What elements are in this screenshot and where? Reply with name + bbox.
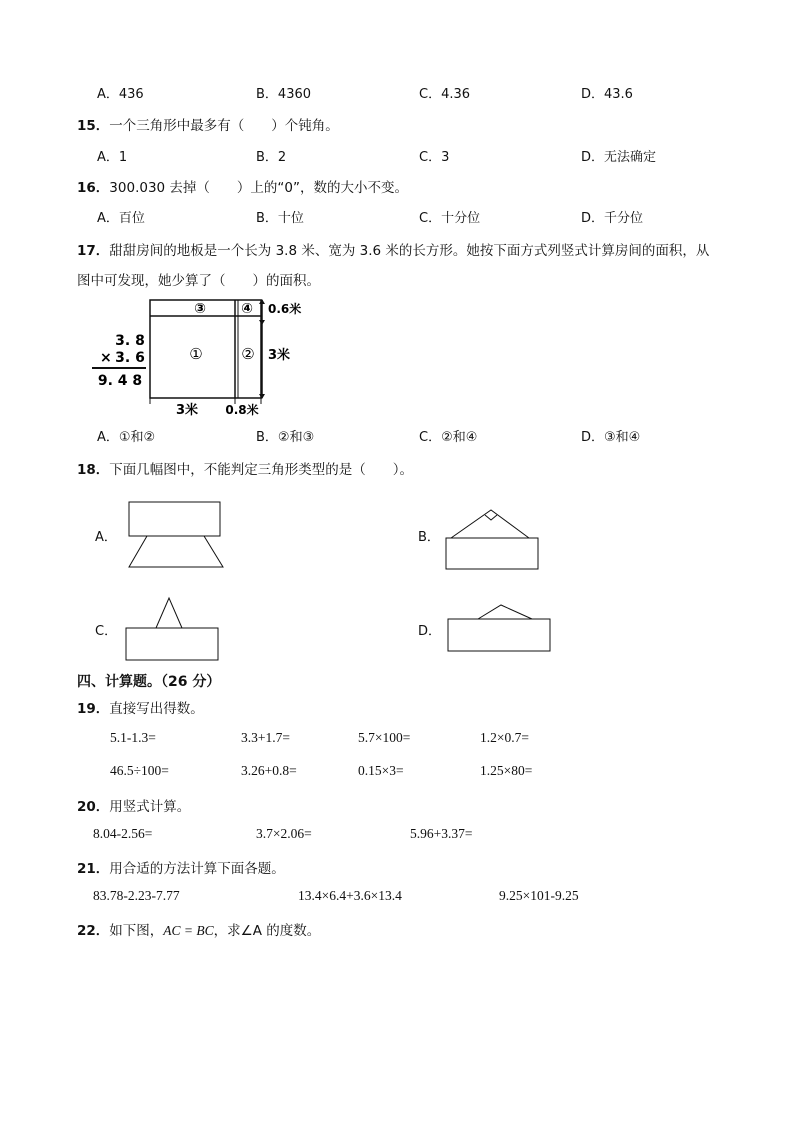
question-number: 17． <box>77 243 110 259</box>
math-expression: AC = BC <box>163 923 214 938</box>
q17-option-c: C．②和④ <box>419 430 478 445</box>
cover-rect <box>448 619 550 651</box>
triangle-top <box>156 598 182 628</box>
question-number: 22． <box>77 923 110 939</box>
mult-result: 9. 4 8 <box>97 373 143 389</box>
calc-item: 83.78-2.23-7.77 <box>93 888 180 903</box>
region-4: ④ <box>241 301 253 317</box>
q14-option-c: C．4.36 <box>419 87 471 102</box>
question-21 <box>77 857 285 877</box>
region-2: ② <box>241 345 255 363</box>
calc-item: 0.15×3= <box>358 763 404 778</box>
cover-rect <box>126 628 218 660</box>
label-bottom-right: 0.8米 <box>225 403 259 417</box>
q16-option-a: A．百位 <box>97 211 145 226</box>
q14-option-a: A．436 <box>97 87 144 102</box>
triangle-trapezoid <box>129 536 223 567</box>
question-number: 18． <box>77 462 110 478</box>
calc-item: 8.04-2.56= <box>93 826 153 841</box>
q17-option-d: D．③和④ <box>581 430 641 445</box>
question-text: 300.030 去掉（ ）上的“0”，数的大小不变。 <box>109 180 408 196</box>
q16-option-b: B．十位 <box>256 211 304 226</box>
q14-option-d: D．43.6 <box>581 87 633 102</box>
section-title: 四、计算题。（26 分） <box>77 674 221 690</box>
figure-a <box>120 500 230 572</box>
triangle-top <box>451 510 529 538</box>
mult-mid: 3. 6 <box>115 350 145 366</box>
question-17 <box>77 239 709 259</box>
region-1: ① <box>189 345 203 363</box>
question-number: 16． <box>77 180 110 196</box>
calc-item: 5.96+3.37= <box>410 826 473 841</box>
calc-item: 3.26+0.8= <box>241 763 297 778</box>
q15-option-b: B．2 <box>256 150 287 165</box>
figure-c <box>120 594 225 666</box>
question-text: 直接写出得数。 <box>109 701 204 717</box>
question-text-line1: 甜甜房间的地板是一个长为 3.8 米、宽为 3.6 米的长方形。她按下面方式列竖式计算房间的面积，从 <box>109 243 710 259</box>
arrow-down-icon <box>259 320 265 325</box>
question-number: 20． <box>77 799 110 815</box>
calc-item: 5.1-1.3= <box>110 730 156 745</box>
right-angle-mark <box>485 515 497 520</box>
calc-item: 1.2×0.7= <box>480 730 529 745</box>
q18-label-c: C． <box>95 624 118 639</box>
calc-item: 3.3+1.7= <box>241 730 290 745</box>
question-17-line2: 图中可发现，她少算了（ ）的面积。 <box>77 273 320 289</box>
question-text: 下面几幅图中，不能判定三角形类型的是（ ）。 <box>109 462 414 478</box>
q16-option-c: C．十分位 <box>419 211 481 226</box>
question-18 <box>77 458 413 478</box>
label-top-right: 0.6米 <box>268 302 302 316</box>
question-text: 如下图， <box>109 923 164 939</box>
label-bottom-left: 3米 <box>175 403 199 418</box>
calc-item: 5.7×100= <box>358 730 411 745</box>
calc-item: 9.25×101-9.25 <box>499 888 579 903</box>
region-3: ③ <box>194 301 206 317</box>
question-number: 19． <box>77 701 110 717</box>
calc-item: 3.7×2.06= <box>256 826 312 841</box>
question-text-end: ，求∠A 的度数。 <box>213 923 321 939</box>
calc-item: 13.4×6.4+3.6×13.4 <box>298 888 402 903</box>
mult-sign: × <box>100 350 112 366</box>
q14-option-b: B．4360 <box>256 87 312 102</box>
triangle-top <box>478 605 532 619</box>
figure-b <box>440 504 545 572</box>
question-22 <box>77 919 320 939</box>
question-text: 用竖式计算。 <box>109 799 191 815</box>
question-number: 21． <box>77 861 110 877</box>
q17-option-b: B．②和③ <box>256 430 315 445</box>
cover-rect <box>129 502 220 536</box>
q15-option-d: D．无法确定 <box>581 150 657 165</box>
q18-label-a: A． <box>95 530 117 545</box>
question-20 <box>77 795 190 815</box>
q15-option-a: A．1 <box>97 150 128 165</box>
area-diagram <box>90 292 310 420</box>
question-15 <box>77 114 339 134</box>
q16-option-d: D．千分位 <box>581 211 644 226</box>
question-number: 15． <box>77 118 110 134</box>
cover-rect <box>446 538 538 569</box>
mult-top: 3. 8 <box>115 333 145 349</box>
question-19 <box>77 697 204 717</box>
question-text: 用合适的方法计算下面各题。 <box>109 861 285 877</box>
q18-label-d: D． <box>418 624 442 639</box>
q17-option-a: A．①和② <box>97 430 156 445</box>
question-text: 一个三角形中最多有（ ）个钝角。 <box>109 118 339 134</box>
q15-option-c: C．3 <box>419 150 450 165</box>
question-16 <box>77 176 408 196</box>
label-right: 3米 <box>268 348 291 363</box>
calc-item: 46.5÷100= <box>110 763 169 778</box>
q18-label-b: B． <box>418 530 440 545</box>
calc-item: 1.25×80= <box>480 763 533 778</box>
figure-d <box>440 600 555 658</box>
